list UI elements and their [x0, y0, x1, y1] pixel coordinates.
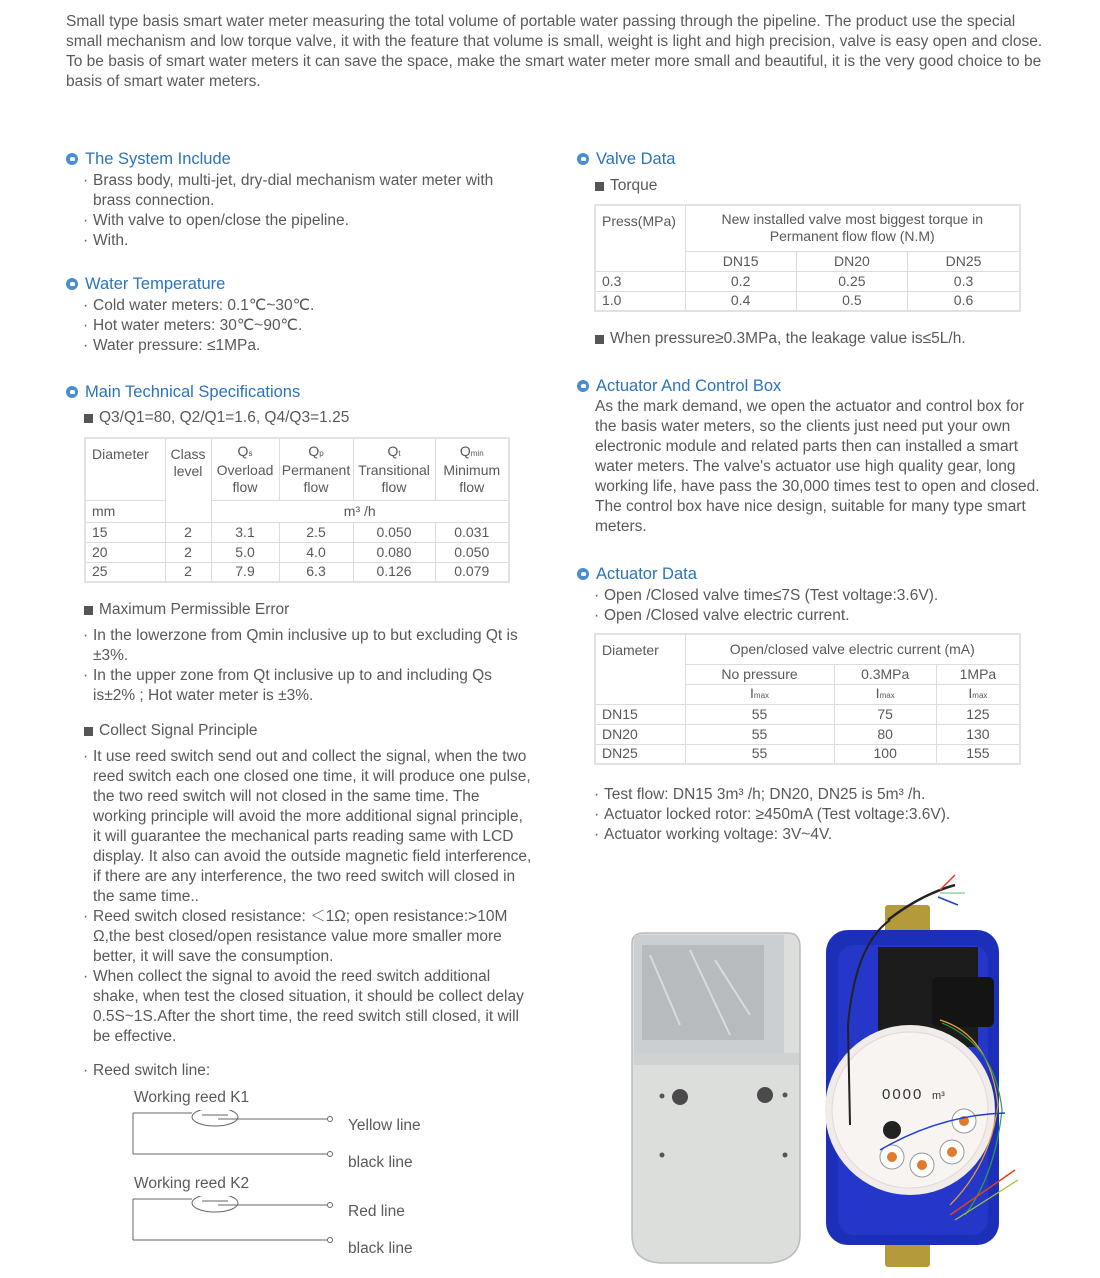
- unit-mm: mm: [85, 500, 165, 522]
- table-header-row: [595, 634, 1020, 664]
- reed-k1-circuit-diagram: [130, 1110, 350, 1170]
- list-item: · Actuator locked rotor: ≥450mA (Test voltage:3.6V).: [595, 805, 1045, 825]
- list-item: · With.: [84, 231, 524, 251]
- intro-paragraph: Small type basis smart water meter measuring the total volume of portable water passing through the pipeline. The product use the special small mechanism and low torque valve, it with the feature that volume is small, weight is light and high precision, valve is easy open and close. To be basis of smart water meters it can save the space, make the smart water meter more small and beautiful, it is the very good choice to be basis of smart water meters.: [66, 13, 1043, 90]
- reed-k1-title: Working reed K1: [134, 1089, 250, 1106]
- svg-text:m³: m³: [932, 1090, 945, 1102]
- unit-flow: m³ /h: [211, 500, 509, 522]
- section-bullet-icon: [66, 386, 78, 398]
- table-row: 1.0 0.4 0.5 0.6: [595, 291, 1020, 311]
- square-bullet-icon: [595, 182, 604, 191]
- table-row: DN15 55 75 125: [595, 704, 1020, 724]
- spec-ratio: Q3/Q1=80, Q2/Q1=1.6, Q4/Q3=1.25: [84, 408, 349, 428]
- square-bullet-icon: [84, 414, 93, 423]
- table-row: 0.3 0.2 0.25 0.3: [595, 271, 1020, 291]
- header-qp: Qp Permanent flow: [279, 438, 353, 500]
- actuator-current-table: [594, 633, 1021, 765]
- max-error-title: Maximum Permissible Error: [84, 600, 289, 620]
- square-bullet-icon: [84, 727, 93, 736]
- list-item: · In the upper zone from Qt inclusive up to and including Qs is±2% ; Hot water meter is ±3%.: [84, 666, 524, 706]
- section-title-actuator-data: Actuator Data: [577, 564, 697, 584]
- list-item: · When collect the signal to avoid the reed switch additional shake, when test the closed situation, it should be collect delay 0.5S~1S.After the short time, the reed switch still closed, it will be effective.: [84, 967, 532, 1047]
- collect-signal-title: Collect Signal Principle: [84, 721, 258, 741]
- list-item: · Open /Closed valve time≤7S (Test voltage:3.6V).: [595, 586, 1045, 606]
- table-row: DN25 55 100 155: [595, 744, 1020, 764]
- table-row: 20 2 5.0 4.0 0.080 0.050: [85, 542, 509, 562]
- main-specs-table: [84, 437, 510, 583]
- square-bullet-icon: [595, 335, 604, 344]
- header-qt: Qt Transitional flow: [353, 438, 435, 500]
- reed-k2-black-line-label: black line: [348, 1240, 413, 1257]
- list-item: · Open /Closed valve electric current.: [595, 606, 1045, 626]
- meter-cover-illustration: [632, 933, 800, 1263]
- actuator-box-body: As the mark demand, we open the actuator and control box for the basis water meters, so the clients just need put your own electronic module and related parts then can installed a smart water meters. The valve's actuator use high quality gear, long working life, have pass the 30,000 times test to open and closed. The control box have nice design, suitable for many type smart meters.: [595, 398, 1040, 535]
- header-diameter: Diameter: [595, 634, 685, 704]
- table-unit-row: [85, 500, 509, 522]
- torque-title: Torque: [595, 176, 657, 196]
- section-title-main-specs: Main Technical Specifications: [66, 382, 300, 402]
- section-bullet-icon: [577, 568, 589, 580]
- water-temperature-list: [84, 296, 524, 356]
- section-bullet-icon: [577, 380, 589, 392]
- reed-k2-title: Working reed K2: [134, 1175, 250, 1192]
- list-item: · Water pressure: ≤1MPa.: [84, 336, 524, 356]
- max-error-list: [84, 626, 524, 706]
- square-bullet-icon: [84, 606, 93, 615]
- table-row: DN20 55 80 130: [595, 724, 1020, 744]
- table-subheader-row: No pressure 0.3MPa 1MPa: [595, 664, 1020, 684]
- list-item: · With valve to open/close the pipeline.: [84, 211, 524, 231]
- list-item: · Brass body, multi-jet, dry-dial mechanism water meter with brass connection.: [84, 171, 524, 211]
- section-title-valve-data: Valve Data: [577, 149, 676, 169]
- header-press: Press(MPa): [595, 205, 685, 271]
- list-item: · Reed switch closed resistance: ＜1Ω; open resistance:>10M Ω,the best closed/open resistance value more smaller more better, it will save the consumption.: [84, 907, 532, 967]
- table-row: 15 2 3.1 2.5 0.050 0.031: [85, 522, 509, 542]
- reed-k2-red-line-label: Red line: [348, 1203, 405, 1220]
- header-qs: Qs Overload flow: [211, 438, 279, 500]
- actuator-data-list: [595, 586, 1045, 626]
- list-item: · Reed switch line:: [84, 1061, 532, 1081]
- section-title-water-temperature: Water Temperature: [66, 274, 225, 294]
- section-title-system-include: The System Include: [66, 149, 231, 169]
- section-bullet-icon: [66, 153, 78, 165]
- table-imax-row: Imax Imax Imax: [595, 684, 1020, 704]
- list-item: · Test flow: DN15 3m³ /h; DN20, DN25 is 5m³ /h.: [595, 785, 1045, 805]
- header-torque-group: New installed valve most biggest torque in Permanent flow flow (N.M): [685, 205, 1020, 251]
- header-qmin: Qmin Minimum flow: [435, 438, 509, 500]
- header-class-level: Class level: [165, 438, 211, 522]
- collect-signal-list: [84, 747, 532, 1081]
- svg-text:0000: 0000: [882, 1086, 924, 1103]
- section-title-actuator-box: Actuator And Control Box: [577, 376, 781, 396]
- section-bullet-icon: [66, 278, 78, 290]
- table-subheader-row: DN15 DN20 DN25: [595, 251, 1020, 271]
- header-current-group: Open/closed valve electric current (mA): [685, 634, 1020, 664]
- table-header-row: [85, 438, 509, 500]
- leakage-note: When pressure≥0.3MPa, the leakage value is≤5L/h.: [595, 329, 966, 349]
- list-item: · It use reed switch send out and collect the signal, when the two reed switch each one closed one time, it will produce one pulse, the two reed switch will not closed in the same time. The working principle will avoid the more additional signal principle, it will guarantee the mechanical parts reading same with LCD display. It also can avoid the outside magnetic field interference, if there are any interference, the two reed switch will closed in the same time..: [84, 747, 532, 907]
- header-diameter: Diameter: [85, 438, 165, 500]
- list-item: · Hot water meters: 30℃~90℃.: [84, 316, 524, 336]
- actuator-notes-list: [595, 785, 1045, 845]
- list-item: · In the lowerzone from Qmin inclusive up to but excluding Qt is ±3%.: [84, 626, 524, 666]
- table-header-row: [595, 205, 1020, 251]
- table-row: 25 2 7.9 6.3 0.126 0.079: [85, 562, 509, 582]
- torque-table: [594, 204, 1021, 312]
- product-photo-water-meter: [620, 865, 1020, 1270]
- list-item: · Actuator working voltage: 3V~4V.: [595, 825, 1045, 845]
- reed-k2-circuit-diagram: [130, 1196, 350, 1256]
- system-include-list: [84, 171, 524, 251]
- reed-k1-black-line-label: black line: [348, 1154, 413, 1171]
- list-item: · Cold water meters: 0.1℃~30℃.: [84, 296, 524, 316]
- section-bullet-icon: [577, 153, 589, 165]
- reed-k1-yellow-line-label: Yellow line: [348, 1117, 421, 1134]
- meter-body-illustration: [825, 875, 1018, 1267]
